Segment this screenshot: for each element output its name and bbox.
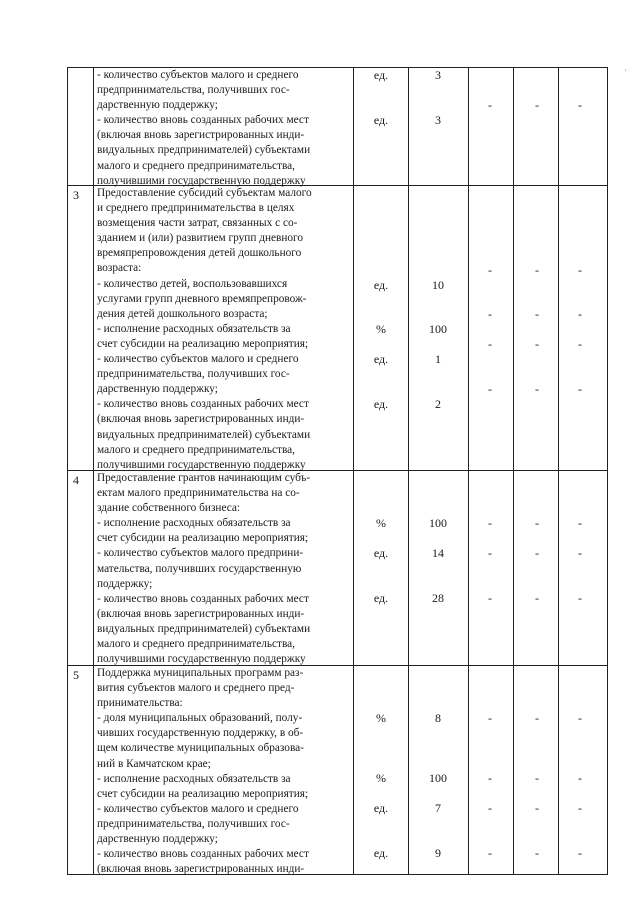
dash-cell: -	[535, 801, 539, 815]
dash-cell: -	[578, 98, 582, 112]
text-line: дения детей дошкольного возраста;	[97, 307, 268, 320]
value-cell: 2	[435, 397, 441, 411]
row-number: 3	[73, 188, 79, 202]
text-line: получившими государственную поддержку	[97, 458, 306, 471]
value-cell: 3	[435, 113, 441, 127]
text-line: - доля муниципальных образований, полу-	[97, 712, 303, 725]
text-line: видуальных предпринимателей) субъектами	[97, 428, 311, 441]
value-cell: 1	[435, 352, 441, 366]
text-line: ний в Камчатском крае;	[97, 757, 211, 770]
text-line: (включая вновь зарегистрированных инди-	[97, 863, 305, 876]
value-cell: 100	[429, 516, 447, 530]
text-line: малого и среднего предпринимательства,	[97, 638, 295, 651]
text-line: - количество вновь созданных рабочих мест	[97, 592, 309, 605]
text-line: счет субсидии на реализацию мероприятия;	[97, 787, 309, 800]
text-line: - количество вновь созданных рабочих мест	[97, 848, 309, 861]
unit-cell: ед.	[373, 801, 389, 815]
row-number: 5	[73, 668, 79, 682]
text-line: видуальных предпринимателей) субъектами	[97, 144, 311, 157]
dash-cell: -	[535, 591, 539, 605]
text-line: (включая вновь зарегистрированных инди-	[97, 607, 305, 620]
dash-cell: -	[488, 382, 492, 396]
dash-cell: -	[578, 711, 582, 725]
value-cell: 7	[435, 801, 441, 815]
row-description	[97, 471, 351, 667]
text-line: дарственную поддержку;	[97, 833, 218, 846]
text-line: малого и среднего предпринимательства,	[97, 443, 295, 456]
text-line: - количество субъектов малого предприни-	[97, 547, 304, 560]
text-line: - количество вновь созданных рабочих мест	[97, 114, 309, 127]
value-cell: 9	[435, 846, 441, 860]
dash-cell: -	[578, 801, 582, 815]
dash-cell: -	[535, 307, 539, 321]
row-description	[97, 68, 351, 189]
dash-cell: -	[578, 546, 582, 560]
dash-cell: -	[578, 263, 582, 277]
dash-cell: -	[535, 382, 539, 396]
unit-cell: ед.	[373, 113, 389, 127]
dash-cell: -	[488, 307, 492, 321]
text-line: - исполнение расходных обязательств за	[97, 772, 291, 785]
dash-cell: -	[535, 263, 539, 277]
unit-cell: ед.	[373, 591, 389, 605]
dash-cell: -	[488, 337, 492, 351]
text-line: - количество вновь созданных рабочих мест	[97, 398, 309, 411]
dash-cell: -	[488, 711, 492, 725]
text-line: Поддержка муниципальных программ раз-	[97, 667, 304, 679]
dash-cell: -	[535, 516, 539, 530]
text-line: мательства, получивших государственную	[97, 562, 302, 575]
text-line: здание собственного бизнеса:	[97, 502, 241, 515]
corner-mark: '	[625, 68, 627, 77]
unit-cell: ед.	[373, 397, 389, 411]
value-cell: 3	[435, 68, 441, 82]
dash-cell: -	[488, 263, 492, 277]
dash-cell: -	[535, 98, 539, 112]
dash-cell: -	[535, 711, 539, 725]
text-line: получившими государственную поддержку	[97, 653, 306, 666]
unit-cell: ед.	[373, 546, 389, 560]
row-number: 4	[73, 473, 79, 487]
dash-cell: -	[488, 591, 492, 605]
text-line: щем количестве муниципальных образова-	[97, 742, 304, 755]
unit-cell: ед.	[373, 278, 389, 292]
text-line: дарственную поддержку;	[97, 383, 218, 396]
text-line: (включая вновь зарегистрированных инди-	[97, 413, 305, 426]
text-line: и среднего предпринимательства в целях	[97, 202, 295, 215]
row-description	[97, 186, 351, 473]
value-cell: 14	[432, 546, 444, 560]
dash-cell: -	[488, 516, 492, 530]
text-line: - количество субъектов малого и среднего	[97, 69, 299, 81]
text-line: принимательства:	[97, 697, 183, 710]
text-line: счет субсидии на реализацию мероприятия;	[97, 532, 309, 545]
dash-cell: -	[488, 801, 492, 815]
text-line: возмещения части затрат, связанных с со-	[97, 217, 298, 230]
text-line: возраста:	[97, 262, 142, 275]
text-line: (включая вновь зарегистрированных инди-	[97, 129, 305, 142]
text-line: Предоставление субсидий субъектам малого	[97, 187, 312, 199]
text-line: дарственную поддержку;	[97, 99, 218, 112]
text-line: услугами групп дневного времяпрепровож-	[97, 292, 307, 305]
text-line: - исполнение расходных обязательств за	[97, 322, 291, 335]
unit-cell: ед.	[373, 68, 389, 82]
dash-cell: -	[535, 337, 539, 351]
text-line: зданием и (или) развитием групп дневного	[97, 232, 304, 245]
value-cell: 100	[429, 771, 447, 785]
text-line: счет субсидии на реализацию мероприятия;	[97, 337, 309, 350]
dash-cell: -	[578, 307, 582, 321]
unit-cell: ед.	[373, 846, 389, 860]
value-cell: 10	[432, 278, 444, 292]
unit-cell: %	[376, 771, 386, 785]
text-line: времяпрепровождения детей дошкольного	[97, 247, 302, 260]
unit-cell: %	[376, 322, 386, 336]
row-description	[97, 666, 351, 877]
value-cell: 8	[435, 711, 441, 725]
unit-cell: %	[376, 711, 386, 725]
dash-cell: -	[488, 98, 492, 112]
text-line: видуальных предпринимателей) субъектами	[97, 622, 311, 635]
text-line: Предоставление грантов начинающим субъ-	[97, 472, 311, 484]
dash-cell: -	[535, 546, 539, 560]
dash-cell: -	[488, 846, 492, 860]
value-cell: 28	[432, 591, 444, 605]
text-line: - исполнение расходных обязательств за	[97, 517, 291, 530]
dash-cell: -	[578, 591, 582, 605]
text-line: - количество субъектов малого и среднего	[97, 802, 299, 815]
dash-cell: -	[535, 771, 539, 785]
dash-cell: -	[488, 771, 492, 785]
dash-cell: -	[578, 846, 582, 860]
text-line: получившими государственную поддержку	[97, 174, 306, 187]
unit-cell: ед.	[373, 352, 389, 366]
text-line: малого и среднего предпринимательства,	[97, 159, 295, 172]
text-line: предпринимательства, получивших гос-	[97, 84, 290, 97]
text-line: - количество детей, воспользовавшихся	[97, 277, 288, 290]
text-line: - количество субъектов малого и среднего	[97, 353, 299, 366]
text-line: поддержку;	[97, 577, 153, 590]
dash-cell: -	[535, 846, 539, 860]
text-line: ектам малого предпринимательства на со-	[97, 487, 300, 500]
dash-cell: -	[578, 337, 582, 351]
text-line: чивших государственную поддержку, в об-	[97, 727, 304, 740]
value-cell: 100	[429, 322, 447, 336]
text-line: предпринимательства, получивших гос-	[97, 817, 290, 830]
dash-cell: -	[578, 771, 582, 785]
dash-cell: -	[578, 516, 582, 530]
text-line: предпринимательства, получивших гос-	[97, 368, 290, 381]
text-line: вития субъектов малого и среднего пред-	[97, 682, 295, 695]
dash-cell: -	[488, 546, 492, 560]
unit-cell: %	[376, 516, 386, 530]
dash-cell: -	[578, 382, 582, 396]
